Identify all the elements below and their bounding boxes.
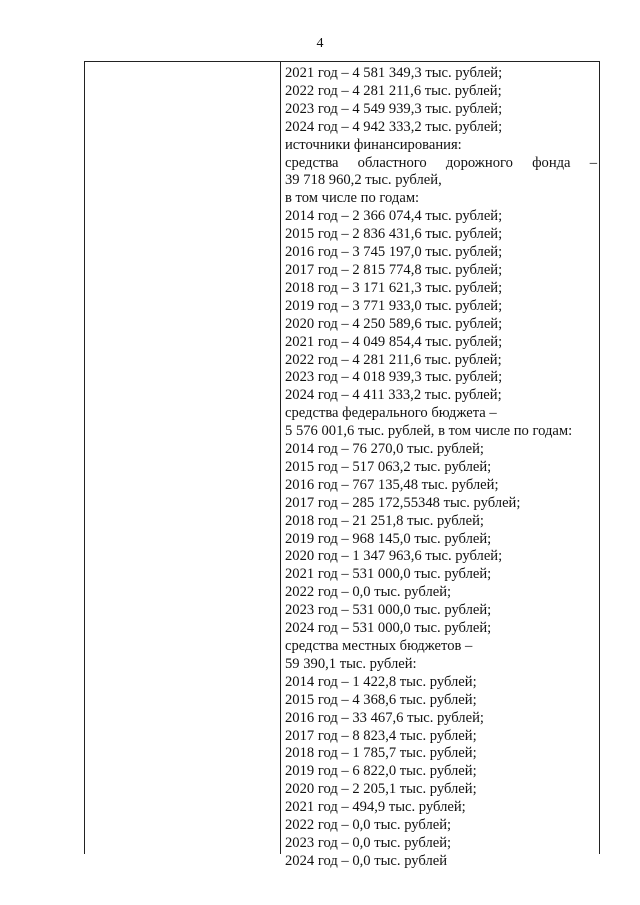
text-line: 2017 год – 2 815 774,8 тыс. рублей; — [285, 261, 503, 278]
text-line: 2019 год – 6 822,0 тыс. рублей; — [285, 763, 477, 780]
text-line: 2016 год – 33 467,6 тыс. рублей; — [285, 709, 484, 726]
text-line: 2018 год – 1 785,7 тыс. рублей; — [285, 745, 477, 762]
text-line: 2021 год – 4 581 349,3 тыс. рублей; — [285, 65, 503, 81]
text-line: 2021 год – 494,9 тыс. рублей; — [285, 799, 466, 816]
text-line: 59 390,1 тыс. рублей: — [285, 655, 417, 672]
text-line: 2018 год – 21 251,8 тыс. рублей; — [285, 512, 484, 529]
column-divider — [280, 61, 281, 854]
text-line: 2023 год – 0,0 тыс. рублей; — [285, 834, 452, 851]
text-line-justified: средства областного дорожного фонда – — [285, 154, 597, 171]
text-line: 2024 год – 0,0 тыс. рублей — [285, 852, 448, 869]
text-line: 2023 год – 531 000,0 тыс. рублей; — [285, 602, 492, 619]
text-line: 2014 год – 1 422,8 тыс. рублей; — [285, 673, 477, 690]
text-line: 2022 год – 4 281 211,6 тыс. рублей; — [285, 351, 502, 368]
text-line: средства федерального бюджета – — [285, 405, 497, 422]
text-line: 2015 год – 2 836 431,6 тыс. рублей; — [285, 226, 503, 243]
text-line: 2015 год – 4 368,6 тыс. рублей; — [285, 691, 477, 708]
text-line: 2014 год – 2 366 074,4 тыс. рублей; — [285, 208, 503, 225]
text-line: 2022 год – 4 281 211,6 тыс. рублей; — [285, 82, 502, 99]
text-line: 2017 год – 285 172,55348 тыс. рублей; — [285, 494, 521, 511]
text-line: 2015 год – 517 063,2 тыс. рублей; — [285, 458, 492, 475]
text-line: 2022 год – 0,0 тыс. рублей; — [285, 584, 452, 601]
text-line: 2024 год – 4 942 333,2 тыс. рублей; — [285, 118, 503, 135]
text-line: 39 718 960,2 тыс. рублей, — [285, 172, 442, 189]
text-line: источники финансирования: — [285, 136, 462, 153]
text-line: 2018 год – 3 171 621,3 тыс. рублей; — [285, 279, 503, 296]
text-line: 2016 год – 767 135,48 тыс. рублей; — [285, 476, 499, 493]
text-line: 2019 год – 3 771 933,0 тыс. рублей; — [285, 297, 503, 314]
financing-text — [285, 65, 597, 871]
text-line: 2020 год – 2 205,1 тыс. рублей; — [285, 781, 477, 798]
text-line: 5 576 001,6 тыс. рублей, в том числе по годам: — [285, 423, 573, 440]
text-line: 2024 год – 531 000,0 тыс. рублей; — [285, 620, 492, 637]
page-number: 4 — [316, 36, 324, 51]
text-line: 2021 год – 4 049 854,4 тыс. рублей; — [285, 333, 503, 350]
text-line: 2023 год – 4 549 939,3 тыс. рублей; — [285, 100, 503, 117]
text-line: 2016 год – 3 745 197,0 тыс. рублей; — [285, 244, 503, 261]
text-line: 2023 год – 4 018 939,3 тыс. рублей; — [285, 369, 503, 386]
text-line: 2014 год – 76 270,0 тыс. рублей; — [285, 441, 484, 458]
text-line: 2024 год – 4 411 333,2 тыс. рублей; — [285, 387, 502, 404]
text-line: 2022 год – 0,0 тыс. рублей; — [285, 817, 452, 834]
text-line: 2021 год – 531 000,0 тыс. рублей; — [285, 566, 492, 583]
text-line: в том числе по годам: — [285, 190, 420, 207]
text-line: 2020 год – 4 250 589,6 тыс. рублей; — [285, 315, 503, 332]
text-line: 2017 год – 8 823,4 тыс. рублей; — [285, 727, 477, 744]
text-line: 2019 год – 968 145,0 тыс. рублей; — [285, 530, 492, 547]
text-line: средства местных бюджетов – — [285, 638, 473, 654]
text-line: 2020 год – 1 347 963,6 тыс. рублей; — [285, 548, 503, 565]
